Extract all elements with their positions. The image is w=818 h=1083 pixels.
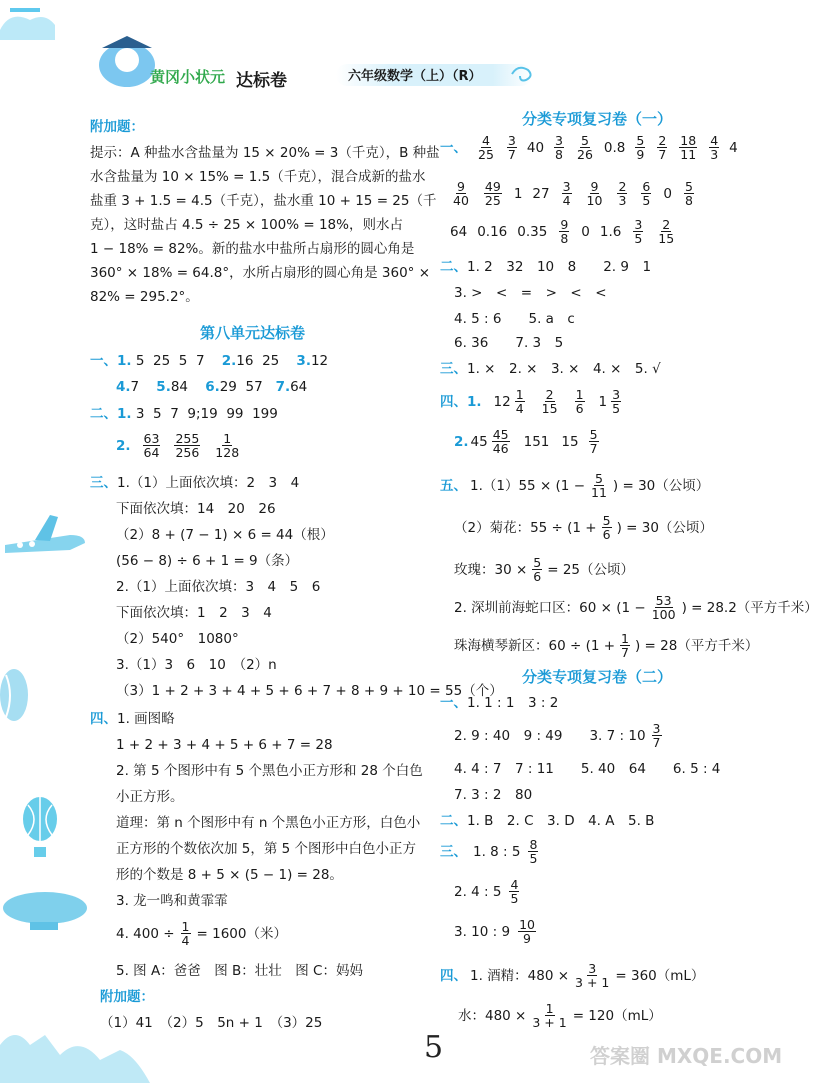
fraction: $\frac{10}{9}$ bbox=[519, 917, 535, 947]
brand-logo bbox=[82, 30, 302, 100]
fraction: $\frac{4}{3}$ bbox=[710, 133, 719, 163]
answer-line: 5. 图 A：爸爸 图 B：壮壮 图 C：妈妈 bbox=[116, 963, 363, 979]
section-title: 分类专项复习卷（二） bbox=[522, 668, 673, 686]
fraction: $\frac{9}{10}$ bbox=[586, 179, 603, 209]
answer-line: 形的个数是 8 + 5 × (5 − 1) = 28。 bbox=[116, 867, 343, 883]
answer-line: 水：480 × $\frac{1}{3 + 1}$ = 120（mL） bbox=[458, 1001, 662, 1031]
answer-row: 4.7 5.84 6.29 57 7.64 bbox=[116, 379, 308, 395]
answer-line: （2）菊花：55 ÷ (1 + $\frac{5}{6}$ ) = 30（公顷） bbox=[454, 513, 713, 543]
swirl-icon bbox=[508, 62, 538, 86]
fraction: $\frac{3}{4}$ bbox=[562, 179, 571, 209]
extra-question-title: 附加题： bbox=[100, 989, 154, 1005]
answer-line: 正方形的个数依次加 5，第 5 个图形中白色小正方 bbox=[116, 841, 417, 857]
fraction: $\frac{9}{8}$ bbox=[560, 217, 569, 247]
answer-line: 7. 3 : 2 80 bbox=[454, 787, 533, 803]
fraction: $\frac{255}{256}$ bbox=[175, 431, 200, 461]
extra-question-title: 附加题： bbox=[90, 119, 144, 135]
fraction: $\frac{3}{5}$ bbox=[612, 387, 621, 417]
fraction: $\frac{3}{8}$ bbox=[555, 133, 563, 163]
hint-line: 提示：A 种盐水含盐量为 15 × 20% = 3（千克），B 种盐 bbox=[90, 145, 440, 161]
page-number: 5 bbox=[424, 1030, 444, 1065]
fraction: $\frac{5}{7}$ bbox=[589, 427, 598, 457]
answer-line: 2. 4 : 5 $\frac{4}{5}$ bbox=[454, 877, 519, 907]
answer-row: $\frac{9}{40}$ $\frac{49}{25}$ 1 27 $\frac{3}{4}$ $\frac{9}{10}$ $\frac{2}{3}$ $\frac{6}{5}$ 0 $\frac{5}{8}$ bbox=[453, 179, 693, 209]
fraction: $\frac{18}{11}$ bbox=[680, 133, 697, 163]
fraction: $\frac{53}{100}$ bbox=[651, 593, 676, 623]
section-title: 分类专项复习卷（一） bbox=[522, 110, 673, 128]
answer-line: 3.（1）3 6 10 （2）n bbox=[116, 657, 277, 673]
answer-line: 6. 36 7. 3 5 bbox=[454, 335, 564, 351]
fraction: $\frac{63}{64}$ bbox=[143, 431, 160, 461]
hot-air-balloon-icon bbox=[20, 795, 60, 865]
fraction: $\frac{2}{3}$ bbox=[618, 179, 627, 209]
fraction: $\frac{3}{7}$ bbox=[507, 133, 516, 163]
answer-line: 2.（1）上面依次填：3 4 5 6 bbox=[116, 579, 321, 595]
answer-line: 下面依次填：14 20 26 bbox=[116, 501, 276, 517]
fraction: $\frac{49}{25}$ bbox=[484, 179, 501, 209]
fraction: $\frac{4}{5}$ bbox=[510, 877, 519, 907]
airship-icon bbox=[0, 880, 90, 940]
fraction: $\frac{3}{3 + 1}$ bbox=[575, 961, 610, 991]
answer-line: 五、 1.（1）55 × (1 − $\frac{5}{11}$ ) = 30（公顷） bbox=[440, 471, 710, 501]
answer-row: 一、1. 5 25 5 7 2.16 25 3.12 bbox=[90, 353, 329, 369]
fraction: $\frac{6}{5}$ bbox=[642, 179, 651, 209]
answer-row: 一、 $\frac{4}{25}$ $\frac{3}{7}$ 40 $\frac{3}{8}$ $\frac{5}{26}$ 0.8 $\frac{5}{9}$ $\frac{2}{7}$ $\frac{18}{11}$ $\frac{4}{3}$ 4 bbox=[440, 133, 738, 163]
answer-line: （3）1 + 2 + 3 + 4 + 5 + 6 + 7 + 8 + 9 + 10 = 55（个） bbox=[116, 683, 503, 699]
answer-line: 3. 龙一鸣和黄霏霏 bbox=[116, 893, 228, 909]
answer-line: 3. 10 : 9 $\frac{10}{9}$ bbox=[454, 917, 535, 947]
fraction: $\frac{45}{46}$ bbox=[492, 427, 509, 457]
answer-line: 二、1. B 2. C 3. D 4. A 5. B bbox=[440, 813, 655, 829]
hint-line: 82% = 295.2°。 bbox=[90, 289, 199, 305]
answer-row: 四、1. 12 $\frac{1}{4}$ $\frac{2}{15}$ $\frac{1}{6}$ 1 $\frac{3}{5}$ bbox=[440, 387, 621, 417]
fraction: $\frac{5}{26}$ bbox=[577, 133, 593, 163]
fraction: $\frac{1}{3 + 1}$ bbox=[532, 1001, 567, 1031]
fraction: $\frac{9}{40}$ bbox=[453, 179, 469, 209]
answer-line: 2. 9 : 40 9 : 49 3. 7 : 10 $\frac{3}{7}$ bbox=[454, 721, 661, 751]
answer-line: 1 + 2 + 3 + 4 + 5 + 6 + 7 = 28 bbox=[116, 737, 333, 753]
fraction: $\frac{1}{4}$ bbox=[181, 919, 190, 949]
fraction: $\frac{4}{25}$ bbox=[478, 133, 494, 163]
answer-line: 4. 400 ÷ $\frac{1}{4}$ = 1600（米） bbox=[116, 919, 287, 949]
answer-line: 珠海横琴新区：60 ÷ (1 + $\frac{1}{7}$ ) = 28（平方千米） bbox=[454, 631, 759, 661]
svg-text:达标卷: 达标卷 bbox=[236, 71, 287, 91]
answer-line: 三、1. × 2. × 3. × 4. × 5. √ bbox=[440, 361, 661, 377]
page-title: 六年级数学（上）（R） bbox=[348, 69, 482, 84]
answer-line: (56 − 8) ÷ 6 + 1 = 9（条） bbox=[116, 553, 299, 569]
section-title: 第八单元达标卷 bbox=[200, 324, 306, 342]
hint-line: 克），这时盐占 4.5 ÷ 25 × 100% = 18%，则水占 bbox=[90, 217, 403, 233]
answer-row: 二、1. 3 5 7 9;19 99 199 bbox=[90, 406, 278, 422]
fraction: $\frac{5}{9}$ bbox=[636, 133, 645, 163]
hint-line: 水含盐量为 10 × 15% = 1.5（千克），混合成新的盐水 bbox=[90, 169, 426, 185]
answer-line: （1）41 （2）5 5n + 1 （3）25 bbox=[100, 1015, 323, 1031]
answer-line: 小正方形。 bbox=[116, 789, 184, 805]
answer-row: 2. $\frac{63}{64}$ $\frac{255}{256}$ $\frac{1}{128}$ bbox=[116, 431, 240, 461]
answer-line: 三、1.（1）上面依次填：2 3 4 bbox=[90, 475, 300, 491]
fraction: $\frac{1}{4}$ bbox=[515, 387, 524, 417]
hot-air-balloon-icon bbox=[0, 665, 36, 745]
fraction: $\frac{3}{5}$ bbox=[634, 217, 643, 247]
fraction: $\frac{1}{6}$ bbox=[575, 387, 584, 417]
watermark: 答案圈 MXQE.COM bbox=[590, 1044, 783, 1068]
answer-line: 3. > < = > < < bbox=[454, 285, 607, 301]
answer-line: 四、 1. 酒精：480 × $\frac{3}{3 + 1}$ = 360（mL） bbox=[440, 961, 705, 991]
fraction: $\frac{5}{11}$ bbox=[591, 471, 607, 501]
answer-line: 玫瑰：30 × $\frac{5}{6}$ = 25（公顷） bbox=[454, 555, 635, 585]
fraction: $\frac{8}{5}$ bbox=[529, 837, 538, 867]
fraction: $\frac{1}{128}$ bbox=[215, 431, 240, 461]
fraction: $\frac{2}{15}$ bbox=[658, 217, 675, 247]
answer-line: 2. 深圳前海蛇口区：60 × (1 − $\frac{53}{100}$ ) = 28.2（平方千米） bbox=[454, 593, 818, 623]
answer-row: 2. 45 $\frac{45}{46}$ 151 15 $\frac{5}{7}$ bbox=[454, 427, 598, 457]
answer-line: 下面依次填：1 2 3 4 bbox=[116, 605, 272, 621]
cloud-decoration-icon bbox=[0, 0, 60, 60]
answer-line: 4. 5 : 6 5. a c bbox=[454, 311, 575, 327]
answer-line: 2. 第 5 个图形中有 5 个黑色小正方形和 28 个白色 bbox=[116, 763, 423, 779]
answer-line: 二、1. 2 32 10 8 2. 9 1 bbox=[440, 259, 652, 275]
hint-line: 1 − 18% = 82%。新的盐水中盐所占扇形的圆心角是 bbox=[90, 241, 415, 257]
fraction: $\frac{2}{15}$ bbox=[541, 387, 558, 417]
answer-line: 四、1. 画图略 bbox=[90, 711, 175, 727]
answer-row: 64 0.16 0.35 $\frac{9}{8}$ 0 1.6 $\frac{3}{5}$ $\frac{2}{15}$ bbox=[450, 217, 675, 247]
svg-text:黄冈小状元: 黄冈小状元 bbox=[150, 68, 226, 86]
fraction: $\frac{5}{6}$ bbox=[602, 513, 611, 543]
answer-line: （2）8 + (7 − 1) × 6 = 44（根） bbox=[116, 527, 334, 543]
answer-line: 4. 4 : 7 7 : 11 5. 40 64 6. 5 : 4 bbox=[454, 761, 721, 777]
answer-line: 道理：第 n 个图形中有 n 个黑色小正方形，白色小 bbox=[116, 815, 421, 831]
fraction: $\frac{5}{8}$ bbox=[684, 179, 693, 209]
hint-line: 360° × 18% = 64.8°，水所占扇形的圆心角是 360° × bbox=[90, 265, 431, 281]
fraction: $\frac{2}{7}$ bbox=[658, 133, 667, 163]
hint-line: 盐重 3 + 1.5 = 4.5（千克），盐水重 10 + 15 = 25（千 bbox=[90, 193, 437, 209]
fraction: $\frac{5}{6}$ bbox=[533, 555, 542, 585]
fraction: $\frac{1}{7}$ bbox=[621, 631, 629, 661]
answer-line: 三、 1. 8 : 5 $\frac{8}{5}$ bbox=[440, 837, 538, 867]
answer-line: 一、1. 1 : 1 3 : 2 bbox=[440, 695, 559, 711]
fraction: $\frac{3}{7}$ bbox=[652, 721, 661, 751]
answer-line: （2）540° 1080° bbox=[116, 631, 239, 647]
airplane-icon bbox=[0, 505, 90, 575]
